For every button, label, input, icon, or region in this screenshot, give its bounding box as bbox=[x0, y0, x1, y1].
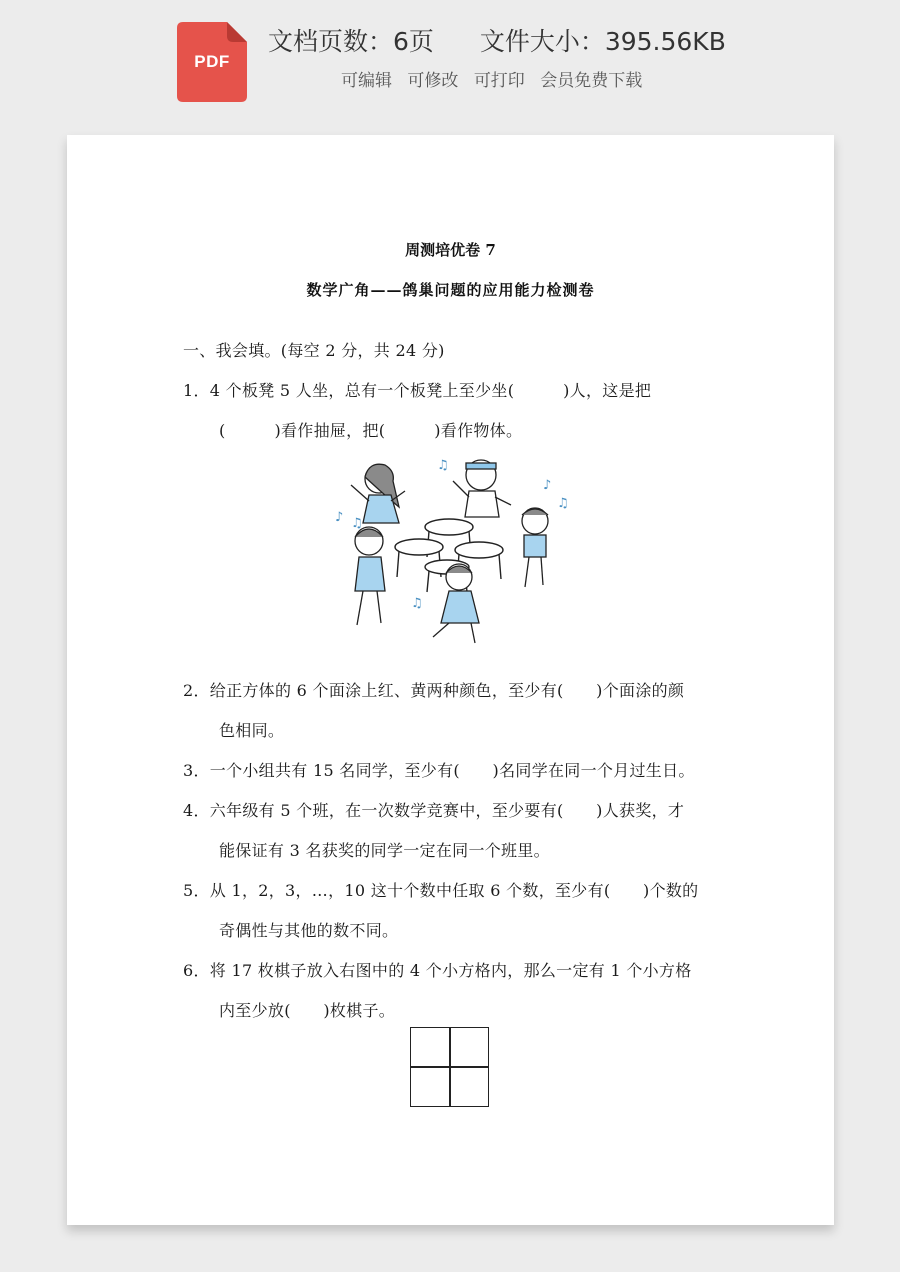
doc-subtitle: 数学广角——鸽巢问题的应用能力检测卷 bbox=[306, 281, 595, 299]
section-heading: 一、我会填。(每空 2 分，共 24 分) bbox=[183, 341, 445, 360]
question-1-line-1: 1．4 个板凳 5 人坐，总有一个板凳上至少坐( )人，这是把 bbox=[183, 381, 652, 400]
svg-text:♫: ♫ bbox=[437, 458, 449, 473]
question-2-line-2: 色相同。 bbox=[219, 721, 285, 740]
doc-title: 周测培优卷 7 bbox=[405, 241, 496, 259]
tag-modifiable: 可修改 bbox=[407, 71, 459, 91]
file-info bbox=[268, 22, 788, 58]
pdf-file-icon bbox=[177, 22, 247, 102]
svg-text:♫: ♫ bbox=[411, 596, 423, 611]
question-1-line-2: ( )看作抽屉，把( )看作物体。 bbox=[219, 421, 523, 440]
svg-text:♫: ♫ bbox=[351, 516, 363, 531]
question-6-line-2: 内至少放( )枚棋子。 bbox=[219, 1001, 396, 1020]
page-count: 文档页数：6页 bbox=[268, 27, 434, 56]
feature-tags bbox=[341, 66, 652, 91]
question-4-line-2: 能保证有 3 名获奖的同学一定在同一个班里。 bbox=[219, 841, 550, 860]
svg-text:♪: ♪ bbox=[543, 478, 552, 493]
question-5-line-1: 5．从 1，2，3，…，10 这十个数中任取 6 个数，至少有( )个数的 bbox=[183, 881, 699, 900]
pdf-badge-label: PDF bbox=[194, 52, 230, 71]
question-4-line-1: 4．六年级有 5 个班，在一次数学竞赛中，至少要有( )人获奖，才 bbox=[183, 801, 685, 820]
file-size: 文件大小：395.56KB bbox=[479, 27, 726, 56]
question-5-line-2: 奇偶性与其他的数不同。 bbox=[219, 921, 399, 940]
document-page bbox=[67, 135, 834, 1225]
tag-printable: 可打印 bbox=[473, 71, 525, 91]
download-header bbox=[0, 0, 900, 120]
svg-text:♪: ♪ bbox=[335, 510, 344, 525]
four-square-grid bbox=[410, 1027, 489, 1107]
question-3-line-1: 3．一个小组共有 15 名同学，至少有( )名同学在同一个月过生日。 bbox=[183, 761, 695, 780]
children-stools-illustration bbox=[329, 457, 579, 647]
question-2-line-1: 2．给正方体的 6 个面涂上红、黄两种颜色，至少有( )个面涂的颜 bbox=[183, 681, 685, 700]
question-6-line-1: 6．将 17 枚棋子放入右图中的 4 个小方格内，那么一定有 1 个小方格 bbox=[183, 961, 692, 980]
tag-member-download[interactable]: 会员免费下载 bbox=[540, 71, 643, 91]
tag-editable: 可编辑 bbox=[341, 71, 392, 91]
svg-text:♫: ♫ bbox=[557, 496, 569, 511]
